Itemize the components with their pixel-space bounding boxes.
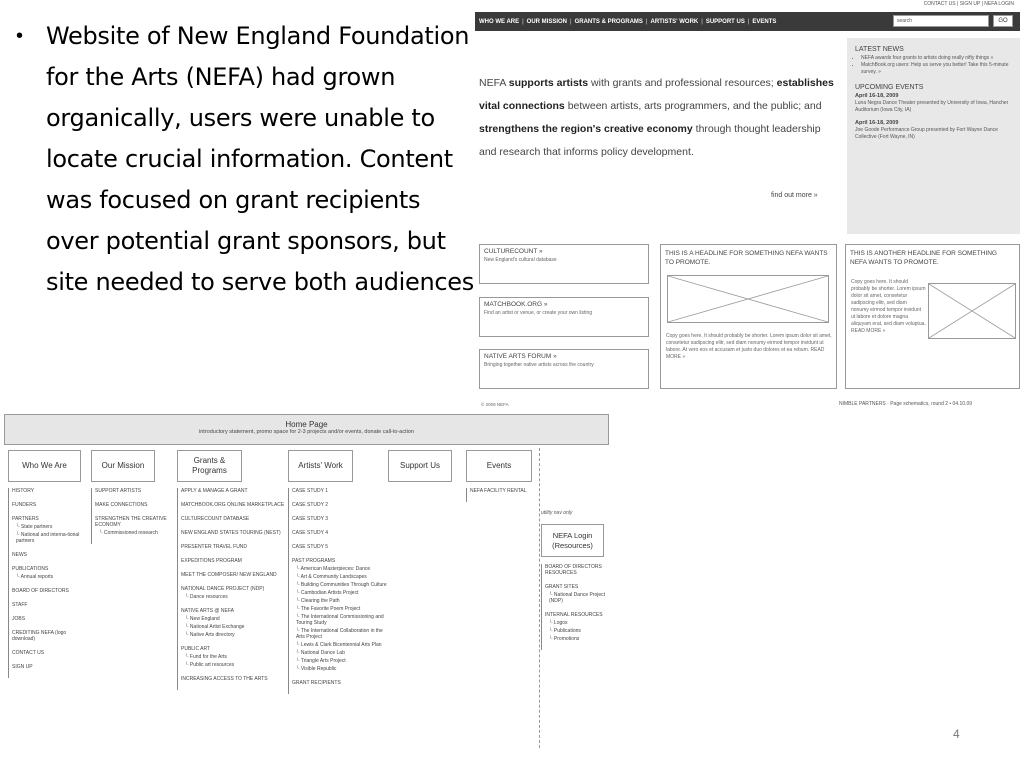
box-sub: Bringing together native artists across the country [484,362,594,368]
intro-bold-3: strengthens the region's creative economy [479,123,693,135]
box-title: NATIVE ARTS FORUM » [484,353,557,360]
website-mockup [475,0,1020,412]
sitemap-page: PRESENTER TRAVEL FUND [181,544,248,550]
sitemap-page: APPLY & MANAGE A GRANT [181,488,248,494]
intro-text-1: NEFA [479,77,509,89]
intro-text-2: with grants and professional resources; [588,77,777,89]
sitemap-page: └ Public art resources [185,662,235,668]
nav-item[interactable]: ARTISTS' WORK [650,18,699,25]
sitemap-page: └ New England [185,616,220,622]
schematic-credit: NIMBLE PARTNERS · Page schematics, round 2 • 04.10.09 [839,401,973,407]
sitemap-page: FUNDERS [12,502,37,508]
sitemap-page: └ Annual reports [16,574,54,580]
home-page-node [4,414,609,445]
sitemap-page: MATCHBOOK.ORG ONLINE MARKETPLACE [181,502,285,508]
sitemap-page: └ Clearing the Path [296,598,340,604]
who-we-are-pages [8,488,86,678]
sitemap-page: └ Visible Republic [296,666,337,672]
sitemap-diagram [0,412,615,762]
event-date: April 16-18, 2009 [855,120,899,126]
home-sub: introductory statement, promo space for 2-3 projects and/or events, donate call-to-action [199,429,414,435]
sitemap-page: CASE STUDY 1 [292,488,329,494]
sitemap-page: CASE STUDY 4 [292,530,329,536]
image-placeholder [928,283,1016,339]
latest-news-heading: LATEST NEWS [855,46,904,53]
news-list [855,55,1012,76]
matchbook-box[interactable] [479,297,649,337]
home-title: Home Page [285,420,328,429]
sitemap-page: └ Publications [549,628,581,634]
section-support-us: Support Us [388,450,452,482]
sitemap-page: └ American Masterpieces: Dance [296,566,371,572]
page-number: 4 [953,727,960,741]
sitemap-page: └ Lewis & Clark Bicentennial Arts Plan [296,642,382,648]
sitemap-page: └ National Dance Project (NDP) [549,592,606,604]
nav-item[interactable]: OUR MISSION [526,18,568,25]
box-title: MATCHBOOK.ORG » [484,301,548,308]
sitemap-page: INCREASING ACCESS TO THE ARTS [181,676,268,682]
sitemap-page: └ The International Commissioning and Touring Study [296,614,384,626]
nav-item[interactable]: GRANTS & PROGRAMS [574,18,643,25]
sitemap-page: └ Dance resources [185,594,228,600]
box-sub: New England's cultural database [484,257,557,263]
go-button[interactable]: GO [993,15,1013,27]
bullet-marker: • [16,25,24,47]
culturecount-box[interactable] [479,244,649,284]
sitemap-page: PAST PROGRAMS [292,558,336,564]
event-text[interactable]: Joe Goode Performance Group presented by Fort Wayne Dance Collective (Fort Wayne, IN) [855,127,998,140]
nav-separator: | [701,18,703,25]
nav-items [475,19,776,25]
sitemap-page: GRANT RECIPIENTS [292,680,341,686]
sitemap-page: └ Commissioned research [99,530,158,536]
sitemap-page: NEW ENGLAND STATES TOURING (NEST) [181,530,281,536]
event-text[interactable]: Luna Negra Dance Theater presented by University of Iowa, Hancher Auditorium (Iowa City, IA) [855,100,1009,113]
sitemap-page: └ Building Communities Through Culture [296,582,387,588]
sitemap-page: MAKE CONNECTIONS [95,502,148,508]
placeholder-x-icon [668,276,828,322]
sitemap-page: MEET THE COMPOSER/ NEW ENGLAND [181,572,277,578]
intro-text-4: through thought leadership and research that informs policy development. [479,123,821,158]
image-placeholder [667,275,829,323]
sitemap-page: CONTACT US [12,650,45,656]
sitemap-page: └ National and interna-tional partners [16,532,80,544]
search-input[interactable]: search [893,15,989,27]
main-nav [475,12,1020,31]
sitemap-page: CREDITING NEFA (logo download) [12,630,67,642]
sitemap-page: NEFA FACILITY RENTAL [470,488,527,494]
intro-text-3: between artists, arts programmers, and the public; and [564,100,822,112]
sitemap-page: NEWS [12,552,27,558]
upcoming-events-heading: UPCOMING EVENTS [855,84,924,91]
sitemap-page: CULTURECOUNT DATABASE [181,516,250,522]
sitemap-page: STAFF [12,602,28,608]
sitemap-page: └ The Favorite Poem Project [296,606,361,612]
promo-copy: Copy goes here. It should probably be shorter. Lorem ipsum dolor sit amet, consetetur sadipscing elitr, sed diam nonumy eirmod tempor invidunt ut labore. At vero eos et accusam et justo duo dolores et ea rebum. READ MORE » [666,333,832,360]
sitemap-page: BOARD OF DIRECTORS [12,588,69,594]
section-grants-programs: Grants & Programs [177,450,242,482]
sitemap-page: PUBLIC ART [181,646,211,652]
section-who-we-are: Who We Are [8,450,81,482]
sitemap-page: └ Native Arts directory [185,632,235,638]
find-out-more-link[interactable]: find out more » [771,192,818,199]
sitemap-page: PARTNERS [12,516,39,522]
sitemap-page: PUBLICATIONS [12,566,49,572]
sitemap-page: SIGN UP [12,664,33,670]
nav-item[interactable]: EVENTS [752,18,777,25]
intro-bold-1: supports artists [508,77,589,89]
login-pages [541,564,611,650]
nav-separator: | [570,18,572,25]
sitemap-page: └ Triangle Arts Project [296,658,346,664]
slide-bullet [16,16,486,303]
promo-box-2 [845,244,1020,389]
copyright: © 2009 NEFA [481,402,509,407]
sitemap-page: └ The International Collaboration in the Arts Project [296,628,383,640]
nav-separator: | [747,18,750,25]
sitemap-page: EXPEDITIONS PROGRAM [181,558,242,564]
intro-statement [479,72,839,164]
sitemap-page: CASE STUDY 3 [292,516,329,522]
native-arts-box[interactable] [479,349,649,389]
our-mission-pages [91,488,177,544]
placeholder-x-icon [929,284,1015,338]
sitemap-page: JOBS [12,616,26,622]
sitemap-page: NATIVE ARTS @ NEFA [181,608,234,614]
utility-note: utility nav only [541,510,573,516]
sitemap-page: CASE STUDY 5 [292,544,329,550]
sitemap-page: INTERNAL RESOURCES [545,612,603,618]
artists-work-pages [288,488,388,694]
sitemap-page: └ Logos [549,620,568,626]
sitemap-page: HISTORY [12,488,35,494]
promo-headline[interactable]: THIS IS ANOTHER HEADLINE FOR SOMETHING NEFA WANTS TO PROMOTE. [850,250,997,266]
section-our-mission: Our Mission [91,450,155,482]
box-title: CULTURECOUNT » [484,248,543,255]
sitemap-page: STRENGTHEN THE CREATIVE ECONOMY [95,516,167,528]
sitemap-page: └ Promotions [549,636,580,642]
intro-bold-2: establishes vital connections [479,77,834,112]
section-events: Events [466,450,532,482]
promo-copy: Copy goes here. It should probably be shorter. Lorem ipsum dolor sit amet, consetetur sadipscing elitr, sed diam nonumy eirmod tempor invidunt ut labore et dolore magna aliquyam erat, sed diam voluptua. READ MORE » [851,279,926,334]
sitemap-page: └ Art & Community Landscapes [296,574,367,580]
nav-separator: | [645,18,648,25]
news-item[interactable]: • NEFA awards four grants to artists doing really nifty things » [861,55,1012,62]
sitemap-page: └ National Artist Exchange [185,624,245,630]
bullet-text: Website of New England Foundation for the Arts (NEFA) had grown organically, users were unable to locate crucial information. Content was focused on grant recipients over potential grant sponsors, but site needed to serve both audiences [46,22,474,296]
sitemap-page: └ National Dance Lab [296,650,345,656]
promo-headline[interactable]: THIS IS A HEADLINE FOR SOMETHING NEFA WANTS TO PROMOTE. [665,250,828,266]
sitemap-page: └ State partners [16,524,53,530]
promo-box-1 [660,244,837,389]
nav-separator: | [522,18,524,25]
news-sidebar [847,38,1020,234]
nefa-login-node: NEFA Login (Resources) [541,524,604,557]
nav-item[interactable]: WHO WE ARE [479,18,520,25]
utility-divider [539,448,540,748]
nav-item[interactable]: SUPPORT US [705,18,745,25]
sitemap-page: CASE STUDY 2 [292,502,329,508]
utility-links[interactable]: CONTACT US | SIGN UP | NEFA LOGIN [923,1,1014,7]
sitemap-page: └ Fund for the Arts [185,654,227,660]
box-sub: Find an artist or venue, or create your own listing [484,310,593,316]
section-artists-work: Artists' Work [288,450,353,482]
sitemap-page: BOARD OF DIRECTORS RESOURCES [545,564,602,576]
news-item[interactable]: • MatchBook.org users: Help us serve you better! Take this 5-minute survey. » [861,62,1012,76]
event-date: April 16-18, 2009 [855,93,899,99]
events-pages [466,488,536,502]
sitemap-page: GRANT SITES [545,584,579,590]
sitemap-page: NATIONAL DANCE PROJECT (NDP) [181,586,265,592]
sitemap-page: SUPPORT ARTISTS [95,488,142,494]
sitemap-page: └ Cambodian Artists Project [296,590,359,596]
grants-pages [177,488,285,690]
